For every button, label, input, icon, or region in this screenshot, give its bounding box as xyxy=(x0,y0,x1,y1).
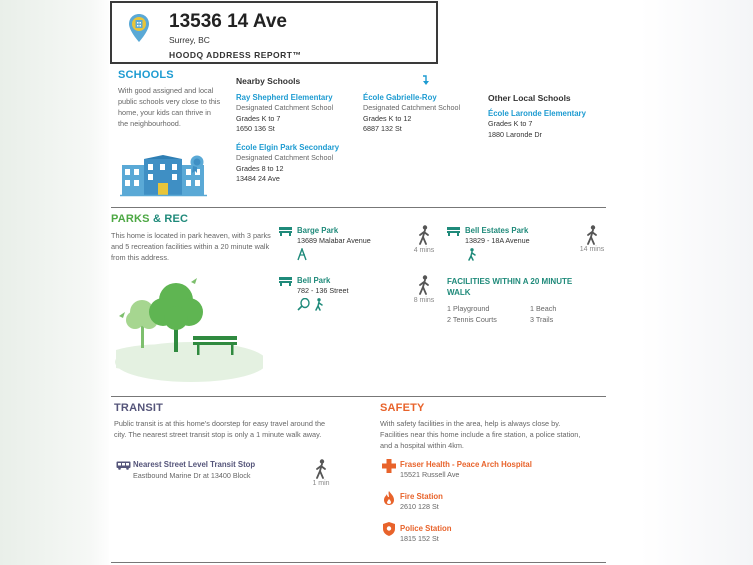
parks-heading-b: & REC xyxy=(152,213,189,225)
walk-time: 14 mins xyxy=(579,246,605,253)
police-shield-icon xyxy=(383,522,395,536)
facilities-heading: FACILITIES WITHIN A 20 MINUTE WALK xyxy=(447,277,573,297)
bus-icon xyxy=(116,461,131,470)
school-address: 1880 Laronde Dr xyxy=(488,129,542,139)
walking-person-icon xyxy=(585,225,599,245)
address-report-page xyxy=(109,0,606,565)
safety-heading: SAFETY xyxy=(380,402,425,414)
section-divider xyxy=(111,562,606,563)
school-type: Designated Catchment School xyxy=(363,103,461,112)
park-card-bell[interactable] xyxy=(297,276,349,297)
school-address: 6887 132 St xyxy=(363,124,402,133)
safety-description: With safety facilities in the area, help is always close by. Facilities near this home include a fire station, a police station, and a hospital within 4km. xyxy=(380,419,581,450)
nearby-schools-heading: Nearby Schools xyxy=(236,76,301,86)
transit-stop-heading[interactable]: Nearest Street Level Transit Stop xyxy=(133,460,256,469)
facility-playground: 1 Playground xyxy=(447,304,490,313)
tennis-racket-icon xyxy=(297,298,310,311)
safety-card-hospital[interactable] xyxy=(400,460,532,481)
school-card-ray-shepherd[interactable] xyxy=(236,93,333,135)
school-address: 1650 136 St xyxy=(236,124,275,133)
park-name[interactable]: Bell Estates Park xyxy=(465,226,529,235)
safety-name[interactable]: Fire Station xyxy=(400,492,443,501)
facility-trails: 3 Trails xyxy=(530,315,554,324)
report-title: HOODQ ADDRESS REPORT™ xyxy=(169,50,302,60)
safety-address: 2610 128 St xyxy=(400,502,439,511)
park-name[interactable]: Barge Park xyxy=(297,226,339,235)
bench-icon xyxy=(279,277,292,286)
walk-time: 8 mins xyxy=(413,297,435,304)
trail-hiker-icon xyxy=(467,248,476,261)
city-label: Surrey, BC xyxy=(169,35,210,45)
park-card-bell-estates[interactable] xyxy=(465,226,530,247)
school-grades: Grades K to 12 xyxy=(363,113,412,123)
hospital-cross-icon xyxy=(382,459,396,473)
park-address: 782 - 136 Street xyxy=(297,286,349,295)
walk-time: 1 min xyxy=(312,480,330,487)
school-card-laronde[interactable] xyxy=(488,109,586,140)
park-address: 13829 - 18A Avenue xyxy=(465,236,530,245)
safety-card-fire[interactable] xyxy=(400,492,443,513)
other-schools-heading: Other Local Schools xyxy=(488,93,571,103)
location-pin-icon xyxy=(128,13,150,43)
safety-address: 1815 152 St xyxy=(400,534,439,543)
schools-heading: SCHOOLS xyxy=(118,69,174,81)
school-name[interactable]: École Gabrielle-Roy xyxy=(363,93,437,102)
report-header xyxy=(110,1,438,64)
schools-description: With good assigned and local public schools very close to this home, your kids can thrive in the neighbourhood. xyxy=(118,86,221,128)
walking-person-icon xyxy=(417,225,431,245)
school-name[interactable]: Ray Shepherd Elementary xyxy=(236,93,333,102)
walking-person-icon xyxy=(417,275,431,295)
section-divider xyxy=(111,207,606,208)
transit-stop-address: Eastbound Marine Dr at 13400 Block xyxy=(133,471,251,480)
trail-hiker-icon xyxy=(314,298,323,311)
address-title: 13536 14 Ave xyxy=(169,11,287,32)
school-grades: Grades K to 7 xyxy=(236,113,281,123)
bench-icon xyxy=(279,227,292,236)
fire-icon xyxy=(384,491,394,505)
parks-heading xyxy=(111,213,188,225)
turn-arrow-icon xyxy=(421,75,429,85)
school-type: Designated Catchment School xyxy=(236,153,334,162)
facility-tennis-courts: 2 Tennis Courts xyxy=(447,315,497,324)
safety-name[interactable]: Police Station xyxy=(400,524,452,533)
playground-icon xyxy=(297,248,307,261)
school-grades: Grades K to 7 xyxy=(488,119,533,128)
section-divider xyxy=(111,396,606,397)
school-grades: Grades 8 to 12 xyxy=(236,163,284,173)
parks-heading-a: PARKS xyxy=(111,213,150,225)
park-illustration xyxy=(111,270,263,382)
school-name[interactable]: École Laronde Elementary xyxy=(488,109,586,118)
facility-beach: 1 Beach xyxy=(530,304,557,313)
school-name[interactable]: École Elgin Park Secondary xyxy=(236,143,340,152)
bench-icon xyxy=(447,227,460,236)
park-card-barge[interactable] xyxy=(297,226,371,247)
safety-name[interactable]: Fraser Health - Peace Arch Hospital xyxy=(400,460,532,469)
award-badge-icon xyxy=(189,155,205,173)
safety-card-police[interactable] xyxy=(400,524,452,545)
school-card-gabrielle-roy[interactable] xyxy=(363,93,460,135)
transit-description: Public transit is at this home's doorstep for easy travel around the city. The nearest street transit stop is only a 1 minute walk away. xyxy=(114,419,326,439)
safety-address: 15521 Russell Ave xyxy=(400,470,460,479)
school-address: 13484 24 Ave xyxy=(236,174,280,183)
parks-description: This home is located in park heaven, with 3 parks and 5 recreation facilities within a 20 minute walk from this address. xyxy=(111,231,271,262)
transit-heading: TRANSIT xyxy=(114,402,164,414)
park-address: 13689 Malabar Avenue xyxy=(297,236,371,245)
school-type: Designated Catchment School xyxy=(236,103,334,112)
school-card-elgin-park[interactable] xyxy=(236,143,339,185)
walk-time: 4 mins xyxy=(413,247,435,254)
park-name[interactable]: Bell Park xyxy=(297,276,331,285)
walking-person-icon xyxy=(314,459,328,479)
